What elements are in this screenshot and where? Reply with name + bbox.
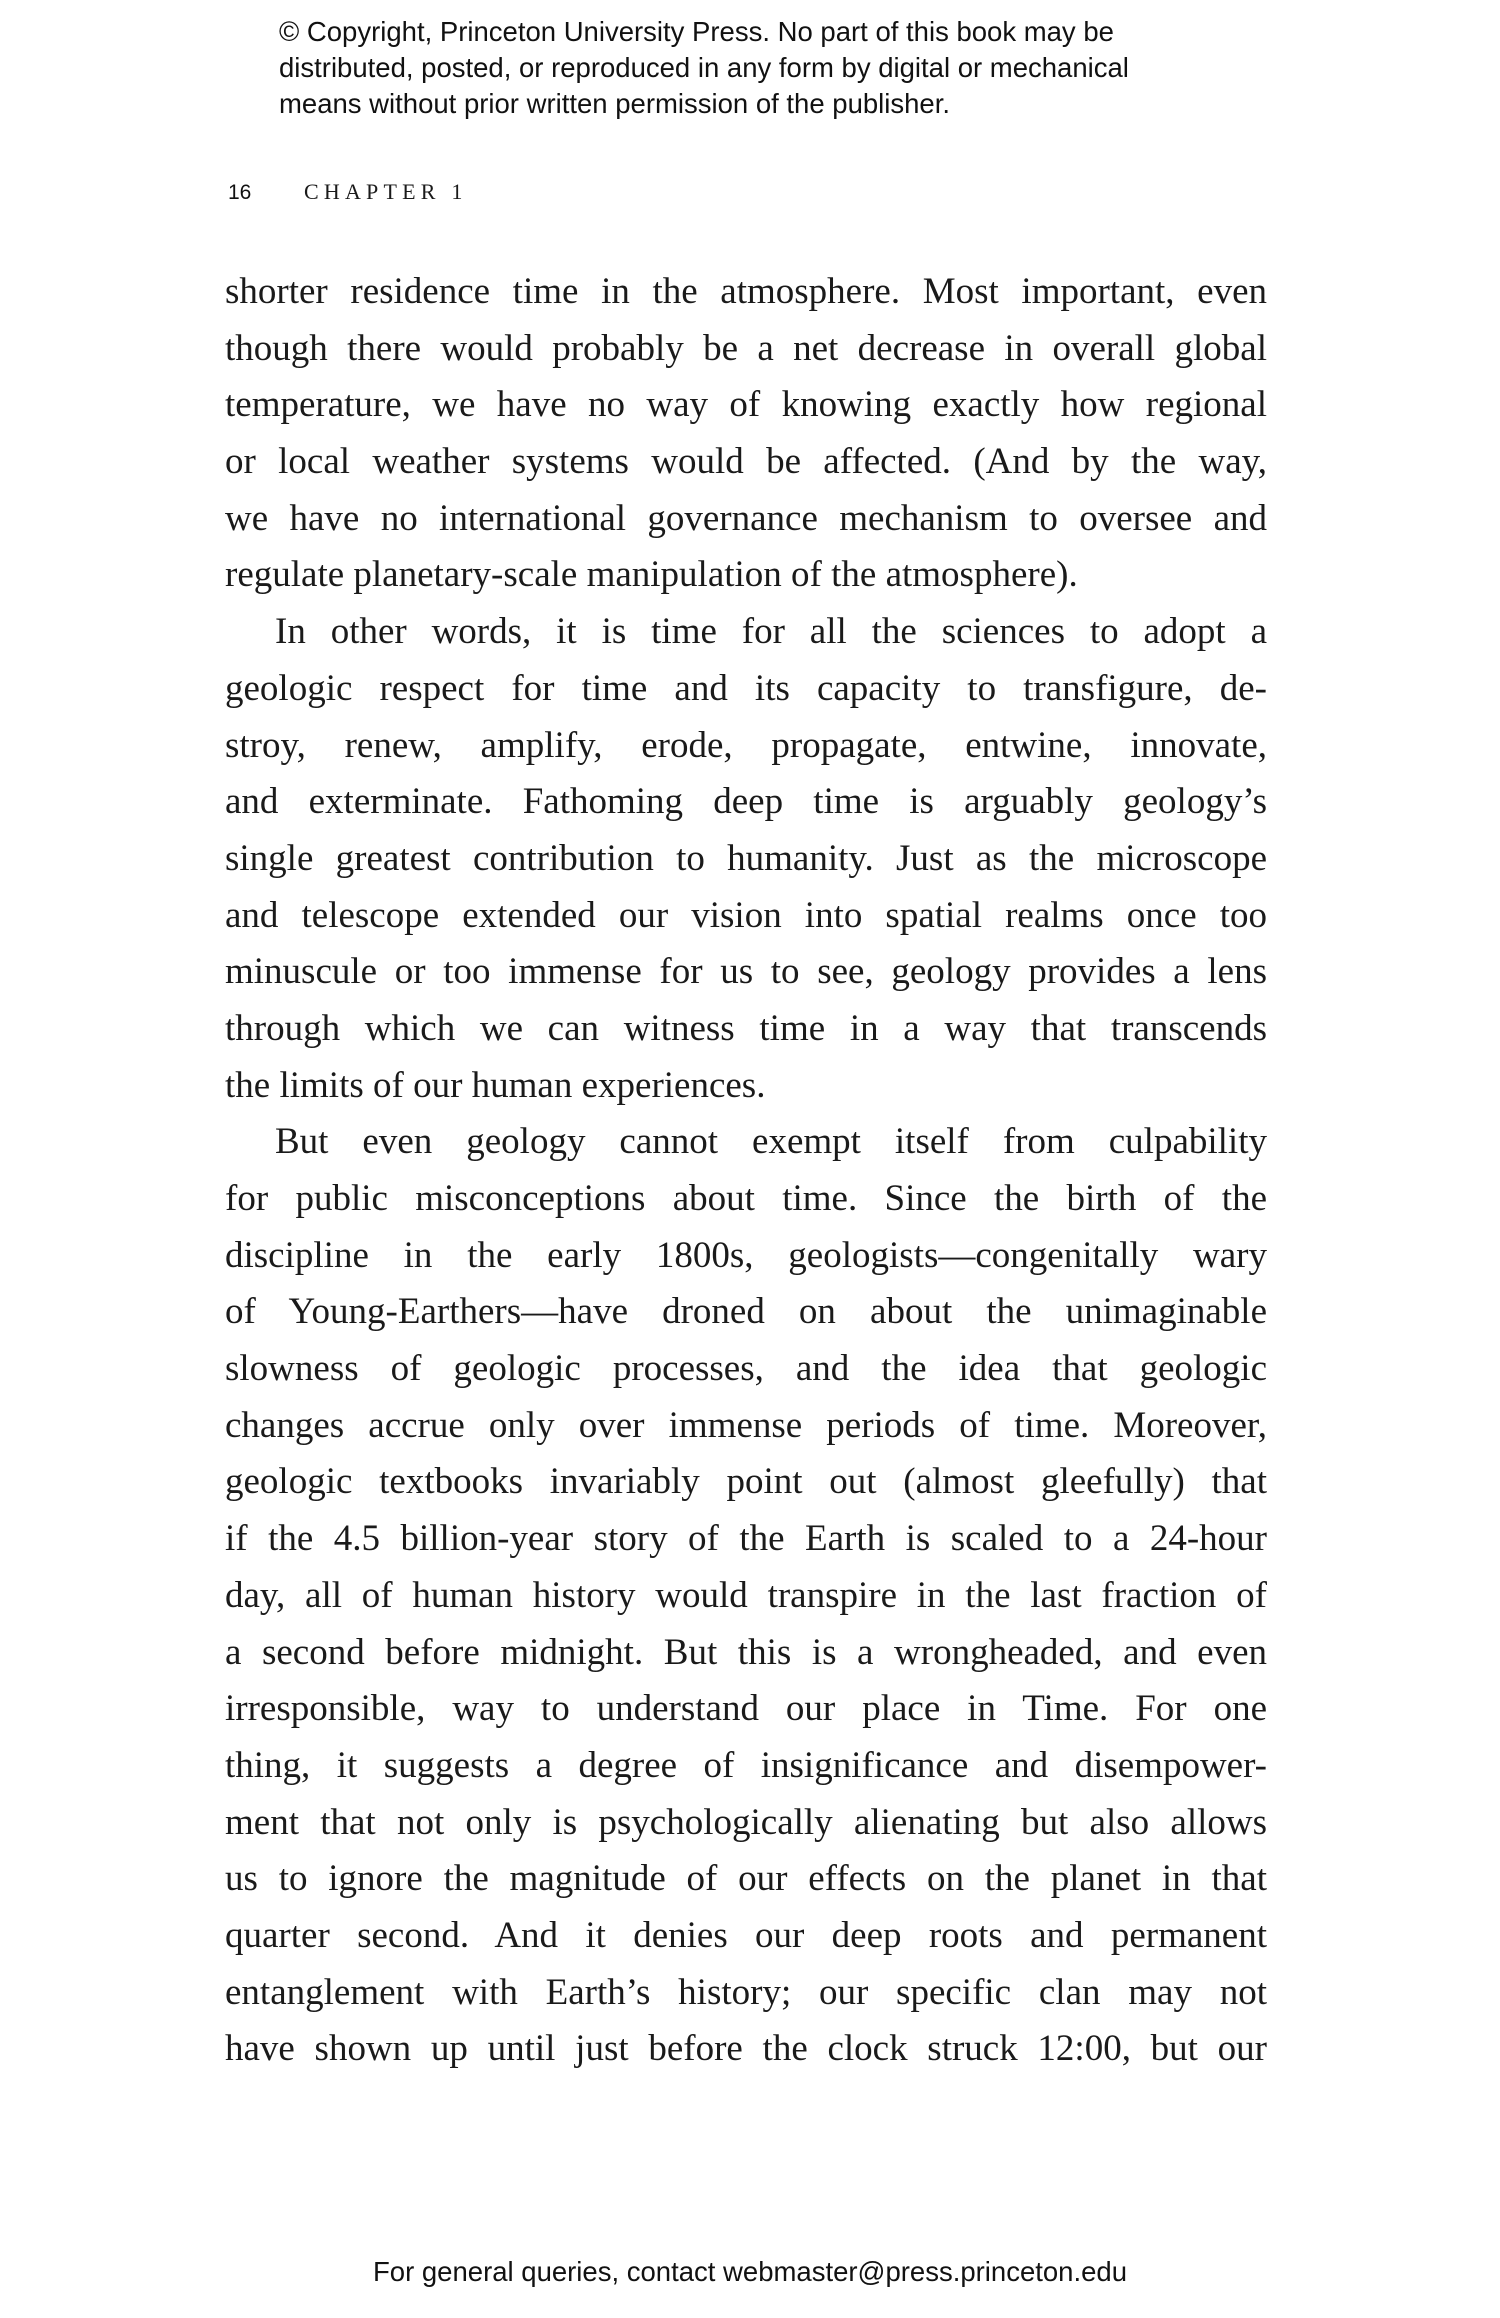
paragraph xyxy=(225,604,1267,1114)
text-line: we have no international governance mechanism to oversee and xyxy=(225,497,1267,539)
copyright-line: means without prior written permission of the publisher. xyxy=(279,88,951,119)
text-line: ment that not only is psychologically alienating but also allows xyxy=(225,1801,1267,1843)
text-line: geologic respect for time and its capacity to transfigure, de- xyxy=(225,667,1267,709)
paragraph xyxy=(225,264,1267,604)
text-line: have shown up until just before the clock struck 12:00, but our xyxy=(225,2028,1267,2070)
text-line: discipline in the early 1800s, geologists—congenitally wary xyxy=(225,1234,1267,1276)
text-line: irresponsible, way to understand our place in Time. For one xyxy=(225,1688,1267,1730)
text-line: changes accrue only over immense periods of time. Moreover, xyxy=(225,1404,1267,1446)
text-line: thing, it suggests a degree of insignificance and disempower- xyxy=(225,1744,1267,1786)
text-line: of Young-Earthers—have droned on about the unimaginable xyxy=(225,1291,1267,1333)
text-line: But even geology cannot exempt itself from culpability xyxy=(275,1121,1267,1163)
chapter-label: CHAPTER 1 xyxy=(304,179,468,204)
paragraph xyxy=(225,1114,1267,2078)
text-line: a second before midnight. But this is a wrongheaded, and even xyxy=(225,1631,1267,1673)
text-line: In other words, it is time for all the sciences to adopt a xyxy=(275,611,1267,653)
text-line: regulate planetary-scale manipulation of the atmosphere). xyxy=(225,554,1078,596)
copyright-line: © Copyright, Princeton University Press. No part of this book may be xyxy=(279,16,1114,47)
text-line: minuscule or too immense for us to see, geology provides a lens xyxy=(225,951,1267,993)
text-line: shorter residence time in the atmosphere. Most important, even xyxy=(225,271,1267,312)
text-line: though there would probably be a net decrease in overall global xyxy=(225,327,1267,369)
text-line: entanglement with Earth’s history; our specific clan may not xyxy=(225,1971,1267,2013)
text-line: and exterminate. Fathoming deep time is arguably geology’s xyxy=(225,781,1267,823)
text-line: and telescope extended our vision into spatial realms once too xyxy=(225,894,1267,936)
text-line: temperature, we have no way of knowing exactly how regional xyxy=(225,384,1267,426)
text-line: quarter second. And it denies our deep roots and permanent xyxy=(225,1914,1267,1956)
page-number: 16 xyxy=(228,181,252,204)
running-head xyxy=(228,176,468,208)
text-line: stroy, renew, amplify, erode, propagate, entwine, innovate, xyxy=(225,724,1267,766)
footer-contact: For general queries, contact webmaster@press.princeton.edu xyxy=(373,2256,1127,2287)
text-line: us to ignore the magnitude of our effects on the planet in that xyxy=(225,1858,1267,1900)
copyright-line: distributed, posted, or reproduced in any form by digital or mechanical xyxy=(279,52,1129,83)
text-line: slowness of geologic processes, and the idea that geologic xyxy=(225,1348,1267,1390)
text-line: single greatest contribution to humanity. Just as the microscope xyxy=(225,837,1267,879)
text-line: for public misconceptions about time. Since the birth of the xyxy=(225,1178,1267,1219)
text-line: day, all of human history would transpire in the last fraction of xyxy=(225,1574,1267,1616)
body-text xyxy=(225,264,1267,2078)
text-line: through which we can witness time in a way that transcends xyxy=(225,1007,1267,1049)
text-line: or local weather systems would be affected. (And by the way, xyxy=(225,441,1267,483)
text-line: geologic textbooks invariably point out (almost gleefully) that xyxy=(225,1461,1267,1503)
text-line: the limits of our human experiences. xyxy=(225,1064,766,1106)
text-line: if the 4.5 billion-year story of the Earth is scaled to a 24-hour xyxy=(225,1518,1267,1560)
copyright-notice xyxy=(279,14,1279,122)
